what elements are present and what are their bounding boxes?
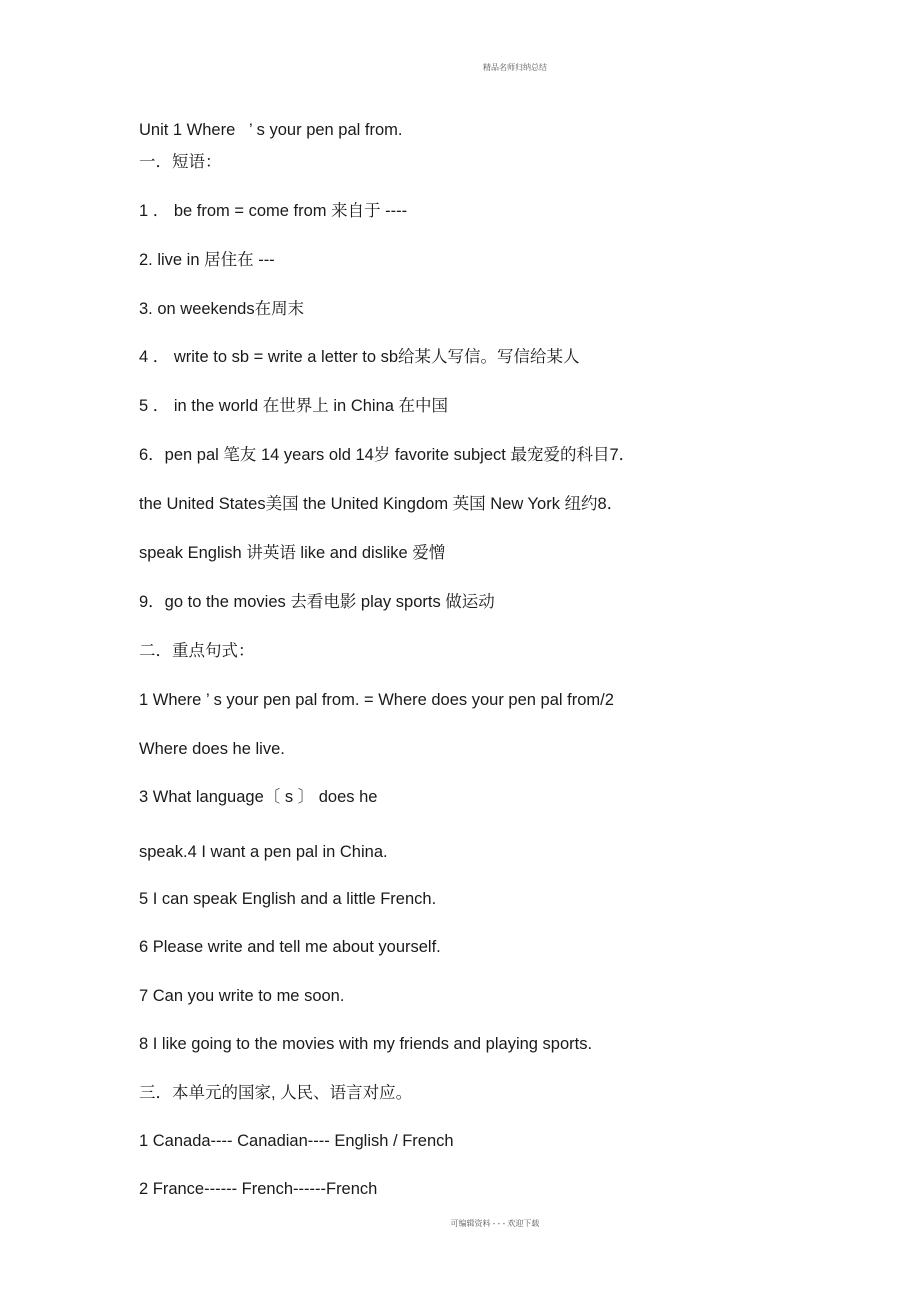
doc-title: Unit 1 Where ’ s your pen pal from. [139,121,403,139]
phrase-line: 9．go to the movies 去看电影 play sports 做运动 [139,593,495,611]
sentence-line: 6 Please write and tell me about yourself. [139,938,441,956]
sentence-line: 8 I like going to the movies with my friends and playing sports. [139,1035,593,1053]
sentence-line: 3 What language〔 s 〕 does he [139,788,378,806]
sentence-line: 7 Can you write to me soon. [139,987,345,1005]
page-header: 精品名师归纳总结 [483,63,547,72]
section-heading-phrases: 一．短语： [139,153,222,171]
phrase-line: 6．pen pal 笔友 14 years old 14岁 favorite subject 最宠爱的科目7． [139,446,636,464]
phrase-line: 4 ． write to sb = write a letter to sb给某人写信。写信给某人 [139,348,580,366]
page-footer: 可编辑资料 - - - 欢迎下载 [450,1219,540,1228]
phrase-line: the United States美国 the United Kingdom 英国 New York 纽约8． [139,495,624,513]
phrase-line: 3. on weekends在周末 [139,300,305,318]
country-line: 2 France------ French------French [139,1180,378,1198]
sentence-line: speak.4 I want a pen pal in China. [139,843,388,861]
phrase-line: 2. live in 居住在 --- [139,251,275,269]
sentence-line: 1 Where ’ s your pen pal from. = Where does your pen pal from/2 [139,691,614,709]
country-line: 1 Canada---- Canadian---- English / French [139,1132,454,1150]
phrase-line: speak English 讲英语 like and dislike 爱憎 [139,544,446,562]
sentence-line: Where does he live. [139,740,285,758]
section-heading-countries: 三．本单元的国家, 人民、语言对应。 [139,1084,413,1102]
phrase-line: 5 ． in the world 在世界上 in China 在中国 [139,397,449,415]
phrase-line: 1 ． be from = come from 来自于 ---- [139,202,408,220]
sentence-line: 5 I can speak English and a little French. [139,890,437,908]
section-heading-sentences: 二．重点句式： [139,642,255,660]
